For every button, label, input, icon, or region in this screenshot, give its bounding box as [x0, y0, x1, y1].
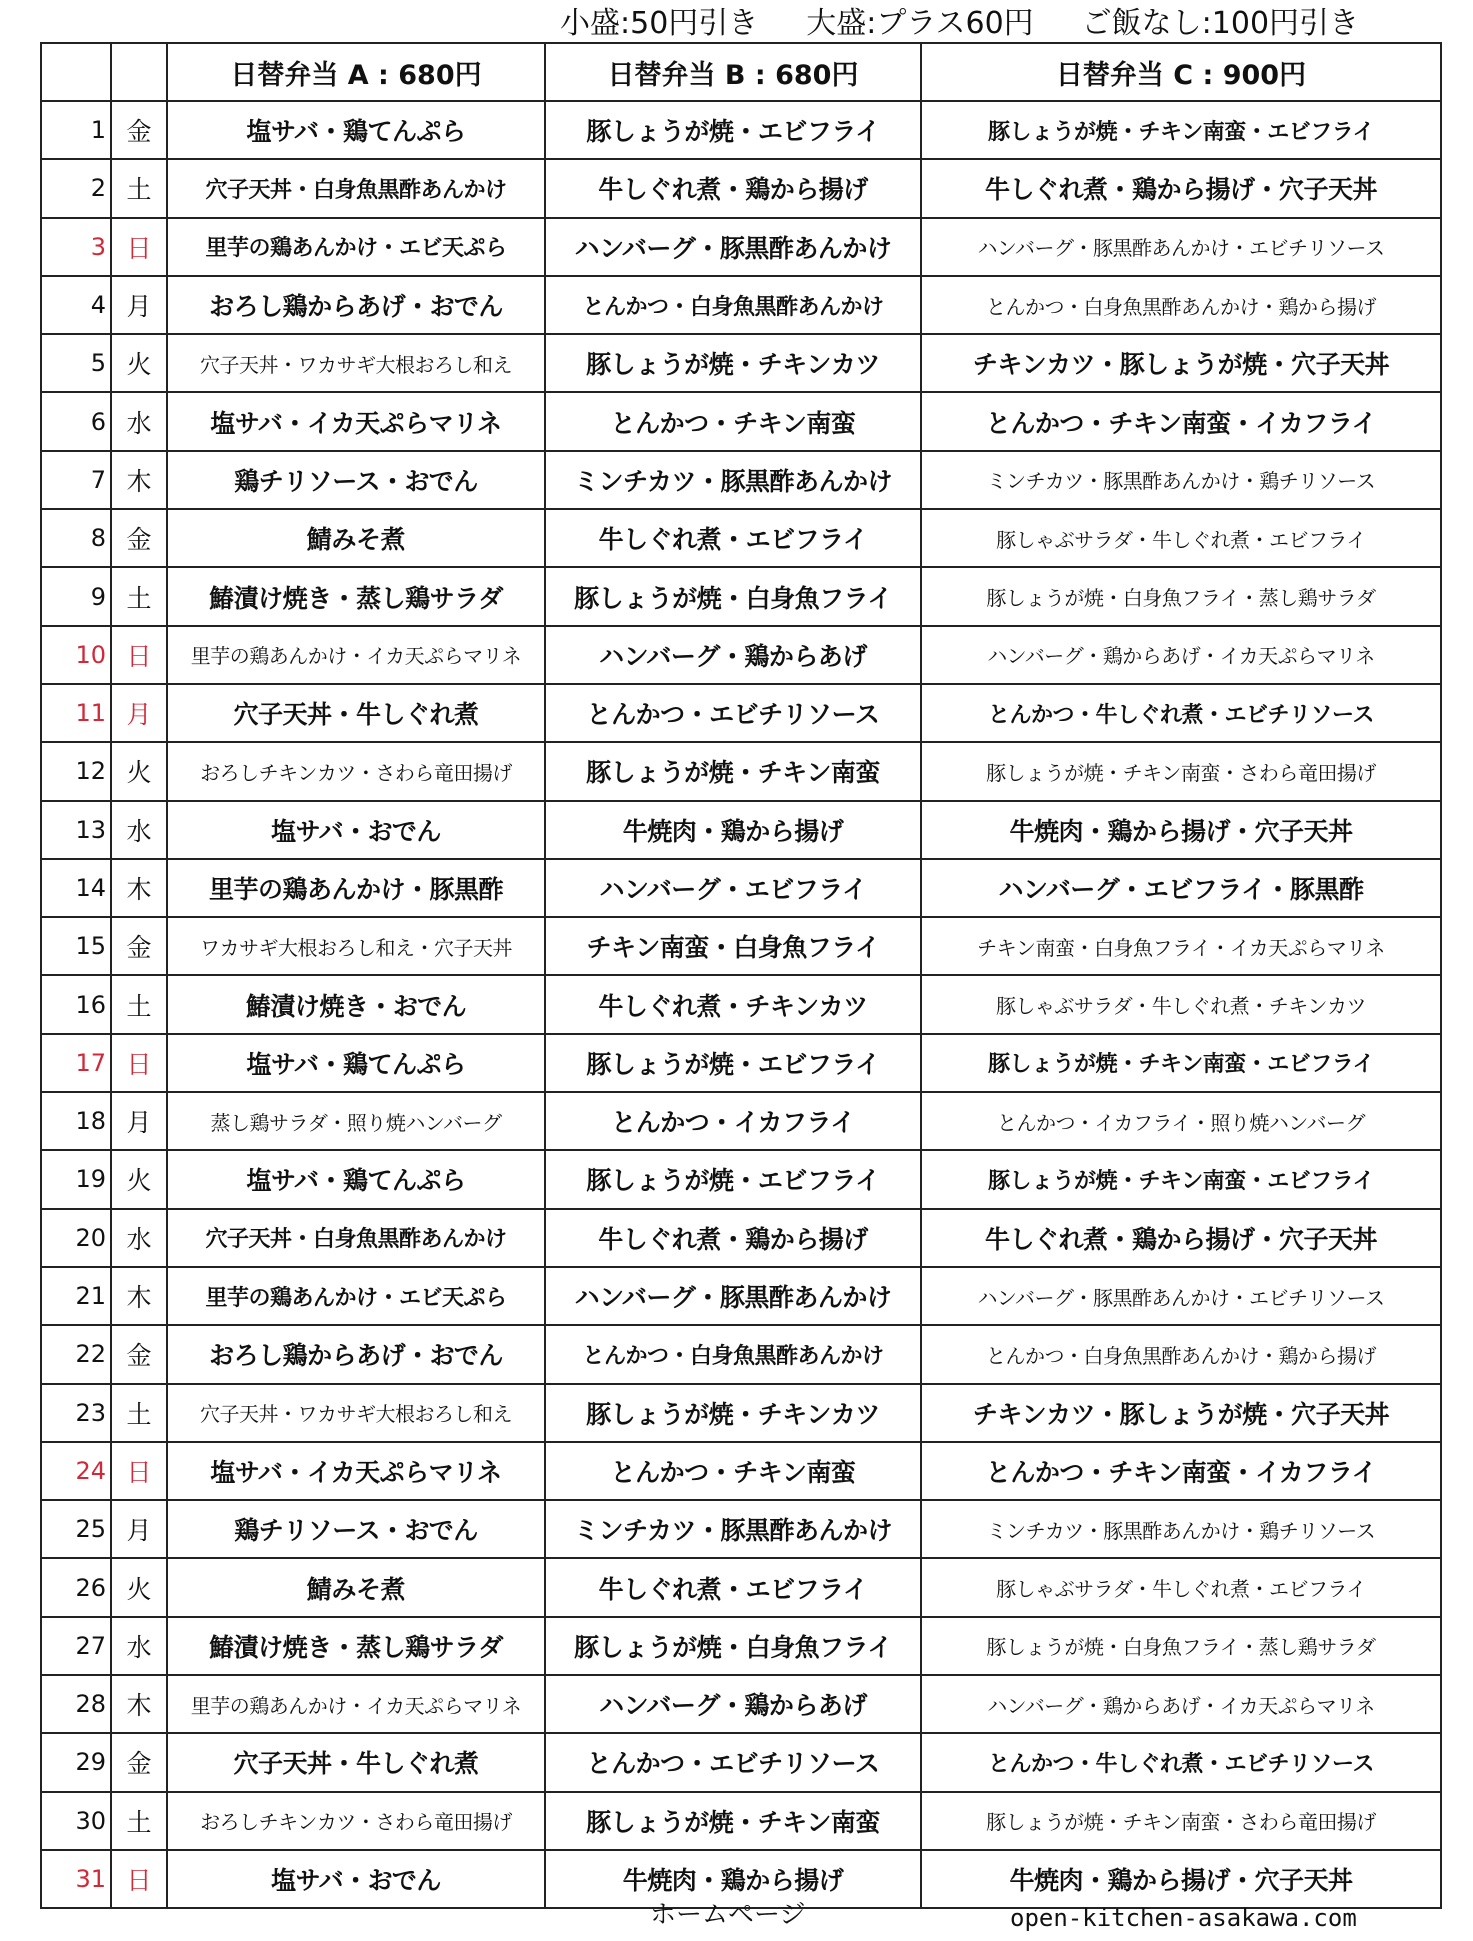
bento-b-dish: チキン南蛮・白身魚フライ: [545, 917, 921, 975]
day-number: 19: [41, 1150, 111, 1208]
bento-c-dish: 豚しょうが焼・白身魚フライ・蒸し鶏サラダ: [921, 567, 1441, 625]
day-number: 22: [41, 1325, 111, 1383]
bento-b-dish: 豚しょうが焼・チキンカツ: [545, 334, 921, 392]
day-number: 21: [41, 1267, 111, 1325]
day-number: 9: [41, 567, 111, 625]
day-number: 28: [41, 1675, 111, 1733]
table-row: [41, 975, 1441, 1033]
bento-a-dish: おろし鶏からあげ・おでん: [167, 1325, 545, 1383]
day-number: 25: [41, 1500, 111, 1558]
weekday: 日: [111, 218, 167, 276]
bento-a-dish: 塩サバ・鶏てんぷら: [167, 101, 545, 159]
weekday: 金: [111, 1325, 167, 1383]
bento-a-dish: 穴子天丼・牛しぐれ煮: [167, 1733, 545, 1791]
day-number: 11: [41, 684, 111, 742]
bento-c-dish: 豚しゃぶサラダ・牛しぐれ煮・エビフライ: [921, 509, 1441, 567]
weekday: 水: [111, 801, 167, 859]
day-number: 23: [41, 1384, 111, 1442]
bento-a-dish: ワカサギ大根おろし和え・穴子天丼: [167, 917, 545, 975]
bento-a-dish: 鶏チリソース・おでん: [167, 451, 545, 509]
day-number: 30: [41, 1792, 111, 1850]
bento-b-dish: 牛しぐれ煮・エビフライ: [545, 509, 921, 567]
bento-b-dish: 豚しょうが焼・チキン南蛮: [545, 1792, 921, 1850]
bento-a-dish: 鰆漬け焼き・蒸し鶏サラダ: [167, 1617, 545, 1675]
bento-a-dish: 穴子天丼・牛しぐれ煮: [167, 684, 545, 742]
bento-b-dish: とんかつ・白身魚黒酢あんかけ: [545, 1325, 921, 1383]
bento-c-dish: とんかつ・白身魚黒酢あんかけ・鶏から揚げ: [921, 276, 1441, 334]
bento-a-dish: 里芋の鶏あんかけ・エビ天ぷら: [167, 1267, 545, 1325]
weekday: 火: [111, 742, 167, 800]
day-number: 3: [41, 218, 111, 276]
bento-a-dish: 里芋の鶏あんかけ・エビ天ぷら: [167, 218, 545, 276]
weekday: 土: [111, 1384, 167, 1442]
weekday: 木: [111, 859, 167, 917]
day-number: 8: [41, 509, 111, 567]
bento-a-dish: 塩サバ・おでん: [167, 1850, 545, 1908]
weekday: 日: [111, 1034, 167, 1092]
bento-b-dish: 豚しょうが焼・エビフライ: [545, 101, 921, 159]
table-row: [41, 218, 1441, 276]
day-number: 27: [41, 1617, 111, 1675]
bento-b-dish: 豚しょうが焼・白身魚フライ: [545, 1617, 921, 1675]
table-row: [41, 1092, 1441, 1150]
weekday: 水: [111, 392, 167, 450]
table-row: [41, 334, 1441, 392]
bento-a-dish: おろしチキンカツ・さわら竜田揚げ: [167, 742, 545, 800]
bento-c-dish: とんかつ・白身魚黒酢あんかけ・鶏から揚げ: [921, 1325, 1441, 1383]
weekday: 水: [111, 1617, 167, 1675]
footer: [0, 1894, 1473, 1934]
weekday: 火: [111, 334, 167, 392]
table-row: [41, 1325, 1441, 1383]
day-number: 2: [41, 159, 111, 217]
day-number: 24: [41, 1442, 111, 1500]
table-row: [41, 1384, 1441, 1442]
bento-c-dish: ハンバーグ・豚黒酢あんかけ・エビチリソース: [921, 218, 1441, 276]
bento-a-dish: 鯖みそ煮: [167, 1558, 545, 1616]
header-bento-b: 日替弁当 B : 680円: [545, 43, 921, 101]
bento-c-dish: とんかつ・チキン南蛮・イカフライ: [921, 392, 1441, 450]
table-row: [41, 1675, 1441, 1733]
weekday: 月: [111, 1092, 167, 1150]
day-number: 5: [41, 334, 111, 392]
weekday: 金: [111, 509, 167, 567]
bento-b-dish: 豚しょうが焼・エビフライ: [545, 1034, 921, 1092]
bento-b-dish: とんかつ・チキン南蛮: [545, 1442, 921, 1500]
bento-c-dish: 豚しょうが焼・チキン南蛮・エビフライ: [921, 1150, 1441, 1208]
header-bento-c: 日替弁当 C : 900円: [921, 43, 1441, 101]
bento-c-dish: ハンバーグ・豚黒酢あんかけ・エビチリソース: [921, 1267, 1441, 1325]
weekday: 日: [111, 1442, 167, 1500]
day-number: 16: [41, 975, 111, 1033]
bento-c-dish: チキンカツ・豚しょうが焼・穴子天丼: [921, 1384, 1441, 1442]
day-number: 26: [41, 1558, 111, 1616]
table-row: [41, 567, 1441, 625]
day-number: 6: [41, 392, 111, 450]
bento-c-dish: ハンバーグ・鶏からあげ・イカ天ぷらマリネ: [921, 626, 1441, 684]
weekday: 月: [111, 684, 167, 742]
day-number: 17: [41, 1034, 111, 1092]
weekday: 木: [111, 1267, 167, 1325]
bento-a-dish: 蒸し鶏サラダ・照り焼ハンバーグ: [167, 1092, 545, 1150]
bento-a-dish: 鰆漬け焼き・おでん: [167, 975, 545, 1033]
bento-c-dish: チキン南蛮・白身魚フライ・イカ天ぷらマリネ: [921, 917, 1441, 975]
bento-b-dish: 豚しょうが焼・チキン南蛮: [545, 742, 921, 800]
weekday: 木: [111, 451, 167, 509]
bento-a-dish: 塩サバ・イカ天ぷらマリネ: [167, 392, 545, 450]
bento-b-dish: 豚しょうが焼・白身魚フライ: [545, 567, 921, 625]
menu-body: [41, 101, 1441, 1908]
bento-b-dish: 牛しぐれ煮・鶏から揚げ: [545, 1209, 921, 1267]
table-row: [41, 742, 1441, 800]
day-number: 31: [41, 1850, 111, 1908]
bento-b-dish: 牛焼肉・鶏から揚げ: [545, 801, 921, 859]
homepage-url[interactable]: open-kitchen-asakawa.com: [1010, 1904, 1357, 1932]
bento-c-dish: 豚しょうが焼・チキン南蛮・さわら竜田揚げ: [921, 742, 1441, 800]
weekday: 金: [111, 917, 167, 975]
table-row: [41, 1792, 1441, 1850]
table-row: [41, 801, 1441, 859]
header-day: [41, 43, 111, 101]
bento-a-dish: 塩サバ・鶏てんぷら: [167, 1034, 545, 1092]
notice-small-portion: 小盛:50円引き: [560, 6, 759, 41]
bento-a-dish: 鯖みそ煮: [167, 509, 545, 567]
bento-a-dish: おろし鶏からあげ・おでん: [167, 276, 545, 334]
day-number: 29: [41, 1733, 111, 1791]
table-row: [41, 451, 1441, 509]
bento-b-dish: ハンバーグ・鶏からあげ: [545, 1675, 921, 1733]
bento-b-dish: ハンバーグ・エビフライ: [545, 859, 921, 917]
bento-c-dish: 豚しょうが焼・チキン南蛮・さわら竜田揚げ: [921, 1792, 1441, 1850]
price-notice: [560, 6, 1420, 42]
table-row: [41, 276, 1441, 334]
bento-a-dish: 塩サバ・イカ天ぷらマリネ: [167, 1442, 545, 1500]
bento-b-dish: ミンチカツ・豚黒酢あんかけ: [545, 451, 921, 509]
table-row: [41, 1150, 1441, 1208]
bento-b-dish: 牛しぐれ煮・エビフライ: [545, 1558, 921, 1616]
day-number: 1: [41, 101, 111, 159]
bento-c-dish: 豚しょうが焼・チキン南蛮・エビフライ: [921, 1034, 1441, 1092]
bento-c-dish: 牛焼肉・鶏から揚げ・穴子天丼: [921, 801, 1441, 859]
header-row: [41, 43, 1441, 101]
bento-c-dish: 豚しょうが焼・チキン南蛮・エビフライ: [921, 101, 1441, 159]
bento-c-dish: ハンバーグ・エビフライ・豚黒酢: [921, 859, 1441, 917]
bento-c-dish: とんかつ・イカフライ・照り焼ハンバーグ: [921, 1092, 1441, 1150]
bento-a-dish: 鶏チリソース・おでん: [167, 1500, 545, 1558]
bento-c-dish: 豚しょうが焼・白身魚フライ・蒸し鶏サラダ: [921, 1617, 1441, 1675]
bento-c-dish: 牛しぐれ煮・鶏から揚げ・穴子天丼: [921, 159, 1441, 217]
weekday: 土: [111, 1792, 167, 1850]
bento-b-dish: とんかつ・エビチリソース: [545, 684, 921, 742]
bento-c-dish: 牛焼肉・鶏から揚げ・穴子天丼: [921, 1850, 1441, 1908]
bento-c-dish: ミンチカツ・豚黒酢あんかけ・鶏チリソース: [921, 451, 1441, 509]
bento-c-dish: ミンチカツ・豚黒酢あんかけ・鶏チリソース: [921, 1500, 1441, 1558]
weekday: 日: [111, 626, 167, 684]
table-row: [41, 159, 1441, 217]
table-row: [41, 1209, 1441, 1267]
bento-a-dish: おろしチキンカツ・さわら竜田揚げ: [167, 1792, 545, 1850]
day-number: 7: [41, 451, 111, 509]
table-row: [41, 1733, 1441, 1791]
weekday: 月: [111, 1500, 167, 1558]
table-row: [41, 859, 1441, 917]
bento-c-dish: 牛しぐれ煮・鶏から揚げ・穴子天丼: [921, 1209, 1441, 1267]
weekday: 日: [111, 1850, 167, 1908]
weekday: 木: [111, 1675, 167, 1733]
bento-c-dish: チキンカツ・豚しょうが焼・穴子天丼: [921, 334, 1441, 392]
bento-b-dish: 豚しょうが焼・チキンカツ: [545, 1384, 921, 1442]
table-row: [41, 101, 1441, 159]
table-row: [41, 1500, 1441, 1558]
weekday: 月: [111, 276, 167, 334]
notice-large-portion: 大盛:プラス60円: [806, 6, 1034, 41]
weekday: 土: [111, 567, 167, 625]
bento-b-dish: ハンバーグ・豚黒酢あんかけ: [545, 1267, 921, 1325]
bento-a-dish: 塩サバ・おでん: [167, 801, 545, 859]
bento-c-dish: 豚しゃぶサラダ・牛しぐれ煮・エビフライ: [921, 1558, 1441, 1616]
bento-b-dish: ハンバーグ・豚黒酢あんかけ: [545, 218, 921, 276]
day-number: 12: [41, 742, 111, 800]
weekday: 土: [111, 975, 167, 1033]
day-number: 10: [41, 626, 111, 684]
bento-c-dish: とんかつ・チキン南蛮・イカフライ: [921, 1442, 1441, 1500]
table-row: [41, 392, 1441, 450]
menu-table: [40, 42, 1442, 1909]
table-row: [41, 1034, 1441, 1092]
bento-a-dish: 穴子天丼・白身魚黒酢あんかけ: [167, 1209, 545, 1267]
bento-b-dish: とんかつ・エビチリソース: [545, 1733, 921, 1791]
day-number: 15: [41, 917, 111, 975]
table-row: [41, 626, 1441, 684]
bento-c-dish: とんかつ・牛しぐれ煮・エビチリソース: [921, 684, 1441, 742]
bento-a-dish: 里芋の鶏あんかけ・イカ天ぷらマリネ: [167, 626, 545, 684]
bento-a-dish: 穴子天丼・白身魚黒酢あんかけ: [167, 159, 545, 217]
day-number: 13: [41, 801, 111, 859]
weekday: 金: [111, 101, 167, 159]
bento-b-dish: ミンチカツ・豚黒酢あんかけ: [545, 1500, 921, 1558]
bento-a-dish: 塩サバ・鶏てんぷら: [167, 1150, 545, 1208]
bento-b-dish: 牛しぐれ煮・チキンカツ: [545, 975, 921, 1033]
table-row: [41, 1267, 1441, 1325]
homepage-label: ホームページ: [650, 1900, 806, 1930]
bento-a-dish: 鰆漬け焼き・蒸し鶏サラダ: [167, 567, 545, 625]
header-bento-a: 日替弁当 A : 680円: [167, 43, 545, 101]
bento-a-dish: 穴子天丼・ワカサギ大根おろし和え: [167, 1384, 545, 1442]
day-number: 14: [41, 859, 111, 917]
header-weekday: [111, 43, 167, 101]
bento-b-dish: とんかつ・イカフライ: [545, 1092, 921, 1150]
bento-b-dish: 牛焼肉・鶏から揚げ: [545, 1850, 921, 1908]
weekday: 水: [111, 1209, 167, 1267]
day-number: 18: [41, 1092, 111, 1150]
weekday: 金: [111, 1733, 167, 1791]
bento-c-dish: とんかつ・牛しぐれ煮・エビチリソース: [921, 1733, 1441, 1791]
bento-b-dish: ハンバーグ・鶏からあげ: [545, 626, 921, 684]
table-row: [41, 509, 1441, 567]
day-number: 20: [41, 1209, 111, 1267]
weekday: 土: [111, 159, 167, 217]
weekday: 火: [111, 1558, 167, 1616]
bento-c-dish: 豚しゃぶサラダ・牛しぐれ煮・チキンカツ: [921, 975, 1441, 1033]
bento-b-dish: とんかつ・チキン南蛮: [545, 392, 921, 450]
bento-a-dish: 里芋の鶏あんかけ・豚黒酢: [167, 859, 545, 917]
bento-b-dish: とんかつ・白身魚黒酢あんかけ: [545, 276, 921, 334]
notice-no-rice: ご飯なし:100円引き: [1081, 6, 1360, 41]
day-number: 4: [41, 276, 111, 334]
bento-b-dish: 豚しょうが焼・エビフライ: [545, 1150, 921, 1208]
table-row: [41, 917, 1441, 975]
table-row: [41, 684, 1441, 742]
table-row: [41, 1617, 1441, 1675]
bento-c-dish: ハンバーグ・鶏からあげ・イカ天ぷらマリネ: [921, 1675, 1441, 1733]
bento-b-dish: 牛しぐれ煮・鶏から揚げ: [545, 159, 921, 217]
bento-a-dish: 里芋の鶏あんかけ・イカ天ぷらマリネ: [167, 1675, 545, 1733]
table-row: [41, 1558, 1441, 1616]
weekday: 火: [111, 1150, 167, 1208]
table-row: [41, 1442, 1441, 1500]
bento-a-dish: 穴子天丼・ワカサギ大根おろし和え: [167, 334, 545, 392]
